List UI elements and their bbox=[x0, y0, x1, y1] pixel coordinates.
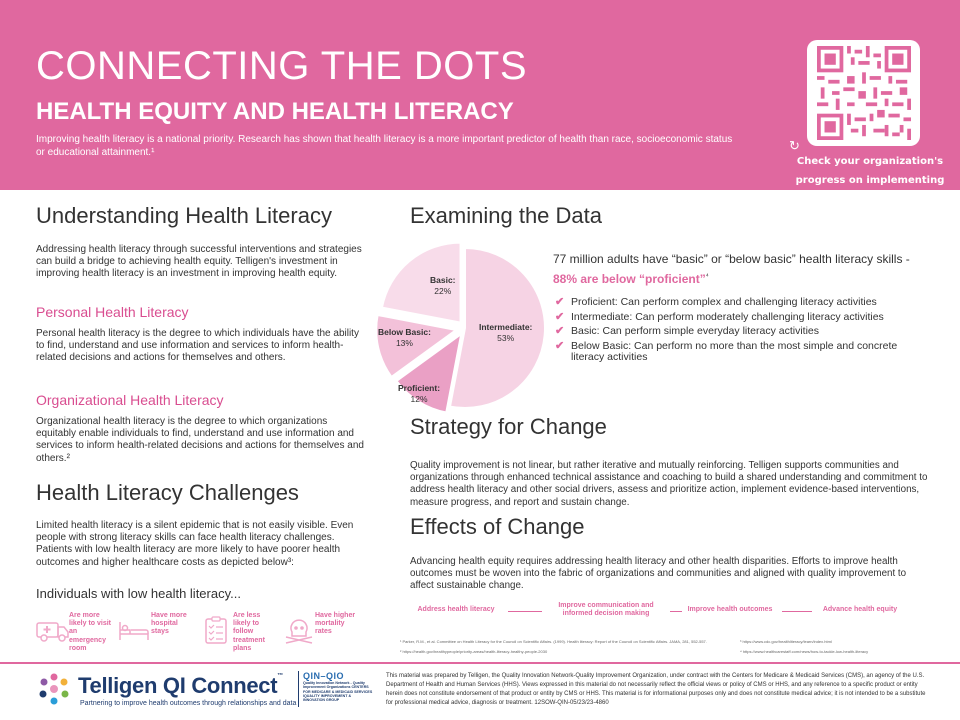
stat-highlight: 88% are below “proficient” bbox=[553, 272, 706, 286]
effects-title: Effects of Change bbox=[410, 514, 585, 539]
page-title: CONNECTING THE DOTS bbox=[36, 44, 528, 88]
checkmark-icon: ✔ bbox=[555, 310, 565, 323]
indicator-text: Have higher mortality rates bbox=[315, 612, 356, 636]
qr-code-icon bbox=[817, 46, 911, 140]
clipboard-check-icon bbox=[200, 616, 234, 644]
checkmark-icon: ✔ bbox=[555, 339, 565, 352]
list-item: ✔ Below Basic: Can perform no more than the most simple and concrete literacy activities bbox=[555, 339, 898, 363]
literacy-pie-chart bbox=[370, 240, 560, 420]
checkmark-icon: ✔ bbox=[555, 325, 565, 337]
list-item: ✔ Basic: Can perform simple everyday literacy activities bbox=[555, 325, 820, 337]
references-right bbox=[740, 637, 940, 657]
reference-item: ³ https://www.cdc.gov/healthliteracy/learn/index.html bbox=[740, 639, 832, 644]
flow-step: Advance health equity bbox=[822, 606, 898, 613]
literacy-levels-list bbox=[555, 297, 915, 367]
logo-wordmark: Telligen QI Connect™ bbox=[78, 673, 283, 698]
indicator-hospital-stays bbox=[118, 610, 198, 655]
flow-step: Improve health outcomes bbox=[687, 606, 773, 613]
flow-connector bbox=[782, 611, 812, 612]
pie-label-intermediate: Intermediate: 53% bbox=[479, 322, 533, 343]
list-item: ✔ Intermediate: Can perform moderately challenging literacy activities bbox=[555, 310, 884, 323]
hospital-bed-icon bbox=[118, 616, 152, 644]
pie-label-proficient: Proficient: 12% bbox=[398, 383, 441, 404]
effects-body: Advancing health equity requires addressing health literacy and other health disparities. Efforts to improve health outcomes must be woven into the fabric of organizations and communities and aligned with quality improvement to affect sustainable change. bbox=[410, 556, 907, 592]
logo-tagline: Partnering to improve health outcomes through relationships and data bbox=[80, 700, 297, 707]
challenges-body: Limited health literacy is a silent epidemic that is not easily visible. Even people with strong literacy skills can face health literacy challenges. Patients with low health literacy are more likely to have poorer health outcomes and higher healthcare costs as depicted below³: bbox=[36, 520, 354, 568]
telligen-logo-icon bbox=[36, 671, 72, 707]
reference-item: ⁴ https://www.healthcarestaff.com/news/how-to-tackle-low-health-literacy bbox=[740, 649, 869, 654]
qin-qio-logo: QIN–QIO Quality Innovation Network - Quality Improvement Organizations CENTERS FOR MEDICARE & MEDICAID SERVICES IQUALITY IMPROVEMENT & INNOVATION GROUP bbox=[298, 671, 374, 707]
indicator-er-visits bbox=[36, 610, 116, 655]
flow-connector bbox=[670, 611, 682, 612]
qr-caption: Check your organization's progress on implementing CLAS Standards bbox=[795, 156, 945, 205]
challenges-title: Health Literacy Challenges bbox=[36, 480, 299, 505]
list-item: ✔ Proficient: Can perform complex and challenging literacy activities bbox=[555, 296, 877, 308]
strategy-body: Quality improvement is not linear, but rather iterative and mutually reinforcing. Telligen supports communities and organizations through enhanced technical assistance and coaching to build a shared understanding and commitment to address health literacy and other social drivers, assess and prioritize action, implement evidence-based interventions, measure progress, and report and sustain change. bbox=[410, 460, 928, 508]
page-subtitle: HEALTH EQUITY AND HEALTH LITERACY bbox=[36, 98, 514, 125]
org-literacy-body: Organizational health literacy is the degree to which organizations equitably enable individuals to find, understand and use information and services to inform health-related decisions and actions for themselves and others.² bbox=[36, 416, 364, 464]
checkmark-icon: ✔ bbox=[555, 296, 565, 308]
outcome-indicators bbox=[36, 610, 376, 655]
pie-label-basic: Basic: 22% bbox=[430, 275, 456, 296]
curved-arrow-icon: ↻ bbox=[789, 138, 800, 153]
flow-step: Improve communication and informed decision making bbox=[558, 602, 654, 617]
indicator-treatment-plans bbox=[200, 610, 280, 655]
indicator-text: Are more likely to visit an emergency room bbox=[69, 612, 112, 652]
understanding-title: Understanding Health Literacy bbox=[36, 203, 332, 228]
stat-headline: 77 million adults have “basic” or “below basic” health literacy skills - 88% are below “proficient”$^{^4}$ bbox=[553, 252, 910, 286]
header-banner bbox=[0, 0, 960, 205]
indicator-text: Have more hospital stays bbox=[151, 612, 187, 636]
strategy-title: Strategy for Change bbox=[410, 414, 607, 439]
disclaimer-text: This material was prepared by Telligen, the Quality Innovation Network-Quality Improvement Organization, under contract with the Centers for Medicare & Medicaid Services (CMS), an agency of the U.S. Department of Health and Human Services (HHS). Views expressed in this material do not necessarily reflect the official views or policy of CMS or HHS, and any reference to a specific product or entity herein does not constitute endorsement of that product or entity by CMS or HHS. This material is for informational purposes only and does not constitute medical advice; it is not intended to be a substitute for professional medical advice, diagnosis or treatment. 12SOW-QIN-05/23/23-4860 bbox=[386, 673, 926, 706]
pie-label-below-basic: Below Basic: 13% bbox=[378, 327, 431, 348]
personal-literacy-body: Personal health literacy is the degree to which individuals have the ability to find, understand and use information and services to inform health-related decisions and actions for themselves and others. bbox=[36, 328, 359, 364]
challenges-lead: Individuals with low health literacy... bbox=[36, 586, 241, 601]
reference-item: ¹ Parker, R.M., et al. Committee on Health Literacy for the Council on Scientific Affairs. (1999). Health literacy: Report of the Council on Scientific Affairs. JAMA, 281, 552-557. bbox=[400, 639, 707, 644]
examining-data-title: Examining the Data bbox=[410, 203, 602, 228]
reference-item: ² https://health.gov/healthypeople/priority-areas/health-literacy-healthy-people-2030 bbox=[400, 649, 548, 654]
understanding-body: Addressing health literacy through successful interventions and strategies can build a bridge to achieving health equity. Telligen's investment in improving health literacy is an investment in improving health equity. bbox=[36, 244, 362, 280]
effects-flow bbox=[410, 602, 930, 622]
indicator-text: Are less likely to follow treatment plans bbox=[233, 612, 265, 652]
intro-text: Improving health literacy is a national priority. Research has shown that health literacy is a more important predictor of health than race, socioeconomic status or educational attainment.¹ bbox=[36, 134, 733, 158]
indicator-mortality bbox=[282, 610, 368, 655]
footer-divider bbox=[0, 662, 960, 664]
skull-icon bbox=[282, 616, 316, 644]
ambulance-icon bbox=[36, 616, 70, 644]
flow-connector bbox=[508, 611, 542, 612]
references-left bbox=[400, 637, 735, 657]
personal-literacy-title: Personal Health Literacy bbox=[36, 304, 189, 320]
qr-code[interactable] bbox=[807, 40, 920, 146]
org-literacy-title: Organizational Health Literacy bbox=[36, 392, 224, 408]
flow-step: Address health literacy bbox=[417, 606, 495, 613]
